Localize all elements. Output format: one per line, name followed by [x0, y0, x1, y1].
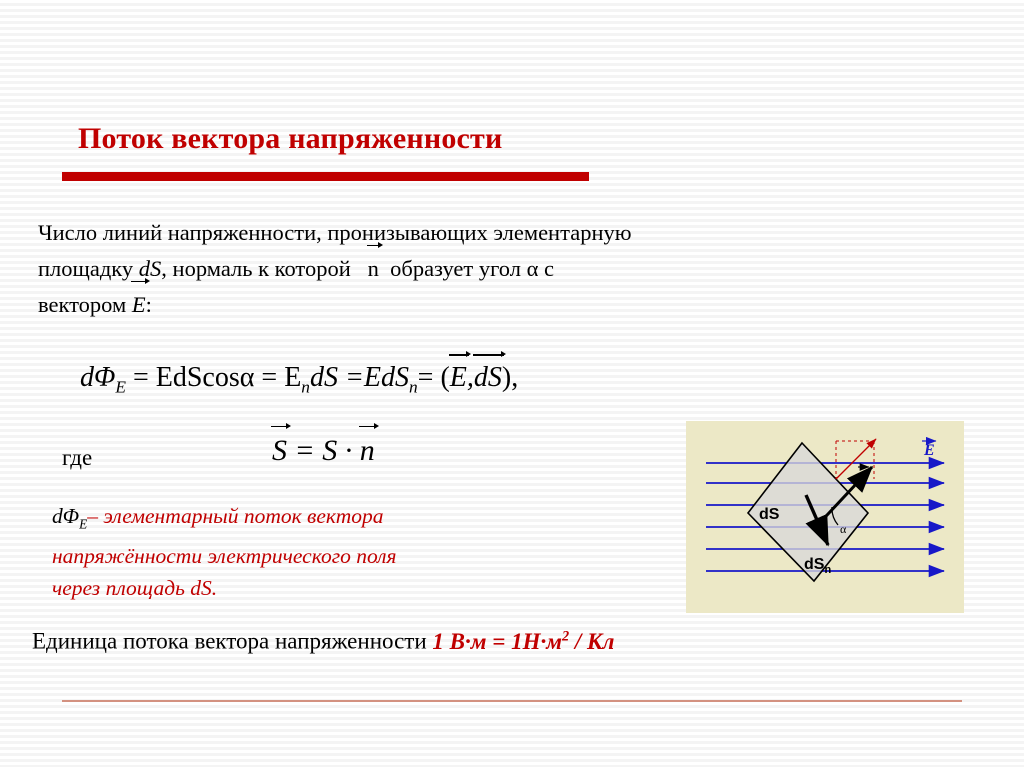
symbol-n: n: [367, 256, 379, 281]
formula-lhs-subscript: E: [115, 377, 126, 397]
label-alpha: α: [840, 522, 847, 536]
units-part-d: / Кл: [569, 628, 615, 654]
units-part-c: м: [546, 628, 563, 654]
paragraph-line-3-part-b: :: [145, 292, 152, 317]
formula-vector-ds: dS: [473, 362, 502, 393]
formula-eq-1: = EdScosα = E: [125, 362, 302, 393]
vector-n-right: [360, 434, 375, 468]
units-dot-1: ·: [465, 628, 471, 654]
formula-middle: dS =EdS: [309, 362, 409, 393]
paragraph-line-2: [38, 251, 698, 287]
projection-arrow: [836, 439, 876, 479]
vector-s-left: [272, 434, 287, 468]
formula-eq-2: = (: [417, 362, 450, 393]
vector-e-formula: [450, 362, 467, 394]
definition-symbol-subscript: E: [79, 516, 88, 532]
definition-symbol: dΦ: [52, 504, 80, 528]
formula-flux-definition: [80, 362, 518, 398]
units-value: [432, 629, 614, 654]
definition-line-3: через площадь dS.: [52, 576, 218, 601]
formula-vector-e: E: [449, 362, 467, 393]
symbol-ds: dS: [138, 256, 162, 281]
footer-divider: [62, 700, 962, 702]
label-ds-n: $dS_n$: [804, 556, 832, 576]
paragraph-line-2-part-a: площадку: [38, 256, 139, 281]
title-underline-bar: [62, 172, 589, 181]
formula-vector-area: [272, 434, 375, 468]
units-line: [32, 628, 614, 655]
vector-arrow-icon: [359, 419, 379, 433]
definition-line-1-text: – элементарный поток вектора: [87, 504, 384, 528]
page-title: Поток вектора напряженности: [78, 122, 503, 155]
figure-flux-diagram: [686, 421, 964, 613]
vector-ds-formula: [474, 362, 502, 394]
units-dot-2: ·: [540, 628, 547, 654]
vector-n-inline: [368, 251, 379, 287]
formula-n-symbol: n: [359, 434, 375, 467]
formula-s-equals: = S ·: [287, 434, 353, 467]
vector-arrow-icon: [473, 348, 506, 361]
formula-s-symbol: S: [272, 434, 287, 467]
vector-arrow-icon: [449, 348, 471, 361]
paragraph-line-1: Число линий напряженности, пронизывающих элементарную: [38, 220, 632, 245]
paragraph-line-3: [38, 287, 698, 323]
label-ds: dS: [759, 506, 780, 523]
definition-line-1: [52, 500, 652, 540]
paragraph-line-2-part-c: образует угол α с: [390, 256, 554, 281]
vector-e-inline: [132, 287, 146, 323]
definition-line-2: напряжённости электрического поля: [52, 544, 397, 569]
formula-sub-n: n: [301, 377, 310, 397]
where-label: где: [62, 445, 93, 470]
paragraph-line-2-part-b: , нормаль к которой: [161, 256, 351, 281]
formula-comma: ,: [466, 362, 474, 393]
label-n: n: [860, 467, 868, 482]
figure-svg: [686, 421, 964, 613]
units-part-a: 1 В: [432, 628, 465, 654]
paragraph-line-3-part-a: вектором: [38, 292, 132, 317]
units-line-label: Единица потока вектора напряженности: [32, 628, 433, 654]
definition-block: [52, 500, 652, 604]
formula-close-paren: ),: [501, 362, 519, 393]
units-exponent: 2: [562, 628, 570, 644]
formula-lhs: dΦ: [80, 362, 116, 393]
units-part-b: м = 1Н: [470, 628, 541, 654]
formula-sub-n-2: n: [408, 377, 418, 397]
label-e: E: [924, 442, 935, 459]
intro-paragraph: [38, 215, 698, 323]
symbol-e: E: [131, 292, 146, 317]
vector-arrow-icon: [271, 419, 291, 433]
